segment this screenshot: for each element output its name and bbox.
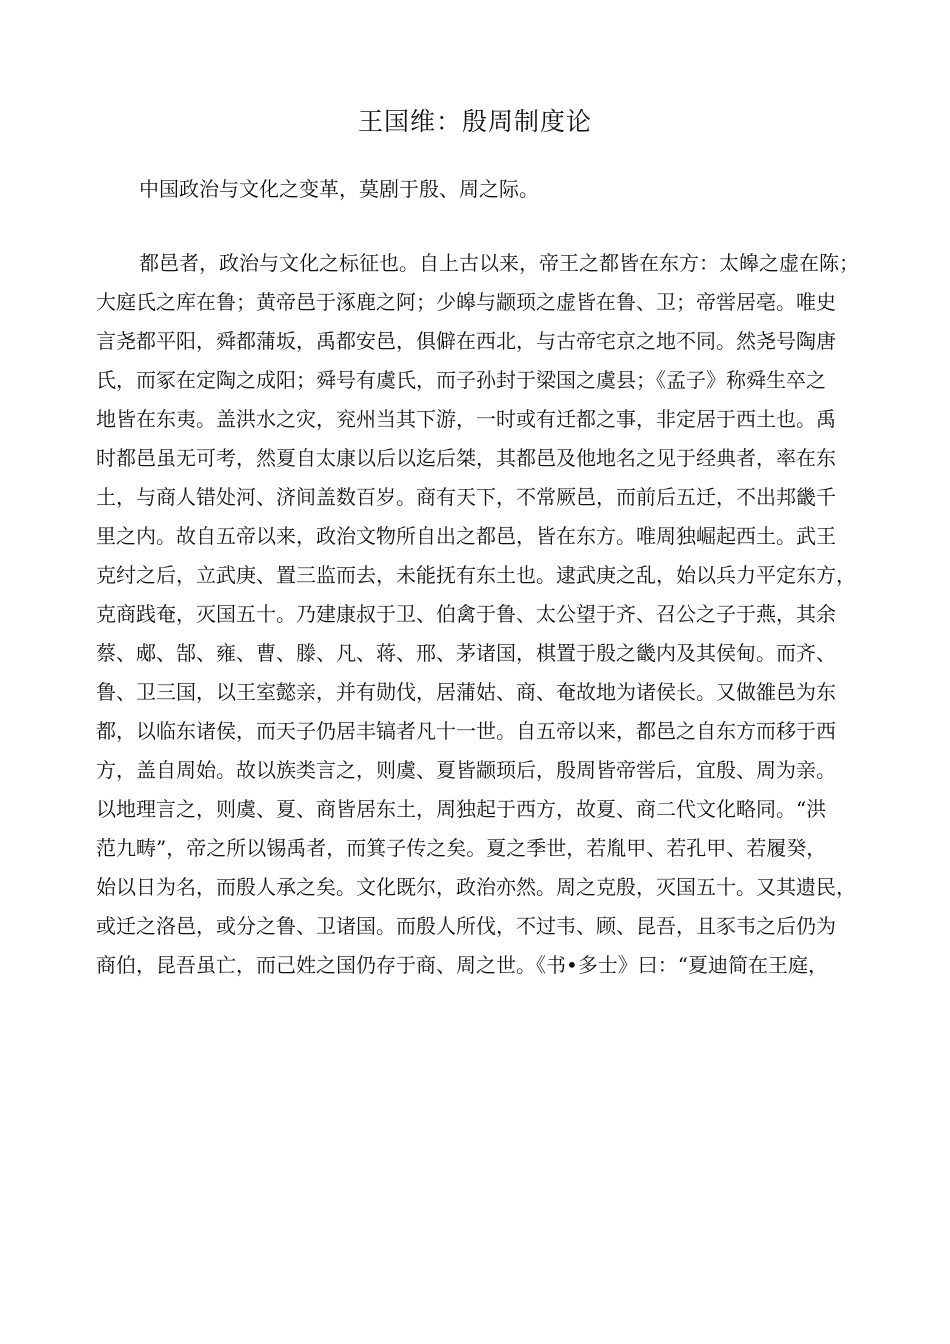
- body-line: 土，与商人错处河、济间盖数百岁。商有天下，不常厥邑，而前后五迁，不出邦畿千: [96, 485, 836, 509]
- body-line: 大庭氏之库在鲁；黄帝邑于涿鹿之阿；少皞与颛顼之虚皆在鲁、卫；帝喾居亳。唯史: [96, 290, 836, 314]
- page-title: 王国维：殷周制度论: [357, 107, 592, 136]
- body-line: 时都邑虽无可考，然夏自太康以后以迄后桀，其都邑及他地名之见于经典者，率在东: [96, 446, 836, 470]
- body-line: 都邑者，政治与文化之标征也。自上古以来，帝王之都皆在东方：太皞之虚在陈；: [139, 251, 859, 275]
- body-line: 都，以临东诸侯，而天子仍居丰镐者凡十一世。自五帝以来，都邑之自东方而移于西: [96, 719, 836, 743]
- body-line: 商伯，昆吾虽亡，而己姓之国仍存于商、周之世。《书•多士》曰：“夏迪简在王庭，: [96, 953, 829, 977]
- body-line: 氏，而冢在定陶之成阳；舜号有虞氏，而子孙封于梁国之虞县；《孟子》称舜生卒之: [96, 368, 826, 392]
- body-line: 言尧都平阳，舜都蒲坂，禹都安邑，俱僻在西北，与古帝宅京之地不同。然尧号陶唐: [96, 329, 836, 353]
- body-line: 克纣之后，立武庚、置三监而去，未能抚有东土也。逮武庚之乱，始以兵力平定东方，: [96, 563, 856, 587]
- lead-paragraph: 中国政治与文化之变革，莫剧于殷、周之际。: [139, 177, 539, 201]
- body-line: 鲁、卫三国，以王室懿亲，并有勋伐，居蒲姑、商、奄故地为诸侯长。又做雒邑为东: [96, 680, 836, 704]
- body-line: 蔡、郕、郜、雍、曹、滕、凡、蒋、邢、茅诸国，棋置于殷之畿内及其侯甸。而齐、: [96, 641, 836, 665]
- body-line: 范九畴”，帝之所以锡禹者，而箕子传之矣。夏之季世，若胤甲、若孔甲、若履癸，: [96, 836, 827, 860]
- body-line: 方，盖自周始。故以族类言之，则虞、夏皆颛顼后，殷周皆帝喾后，宜殷、周为亲。: [96, 758, 836, 782]
- body-line: 或迁之洛邑，或分之鲁、卫诸国。而殷人所伐，不过韦、顾、昆吾，且豕韦之后仍为: [96, 914, 836, 938]
- body-line: 地皆在东夷。盖洪水之灾，兖州当其下游，一时或有迁都之事，非定居于西土也。禹: [96, 407, 836, 431]
- body-line: 克商践奄，灭国五十。乃建康叔于卫、伯禽于鲁、太公望于齐、召公之子于燕，其余: [96, 602, 836, 626]
- body-line: 始以日为名，而殷人承之矣。文化既尔，政治亦然。周之克殷，灭国五十。又其遗民，: [96, 875, 856, 899]
- body-paragraph: [96, 244, 866, 985]
- body-line: 里之内。故自五帝以来，政治文物所自出之都邑，皆在东方。唯周独崛起西土。武王: [96, 524, 836, 548]
- body-line: 以地理言之，则虞、夏、商皆居东土，周独起于西方，故夏、商二代文化略同。“洪: [96, 797, 827, 821]
